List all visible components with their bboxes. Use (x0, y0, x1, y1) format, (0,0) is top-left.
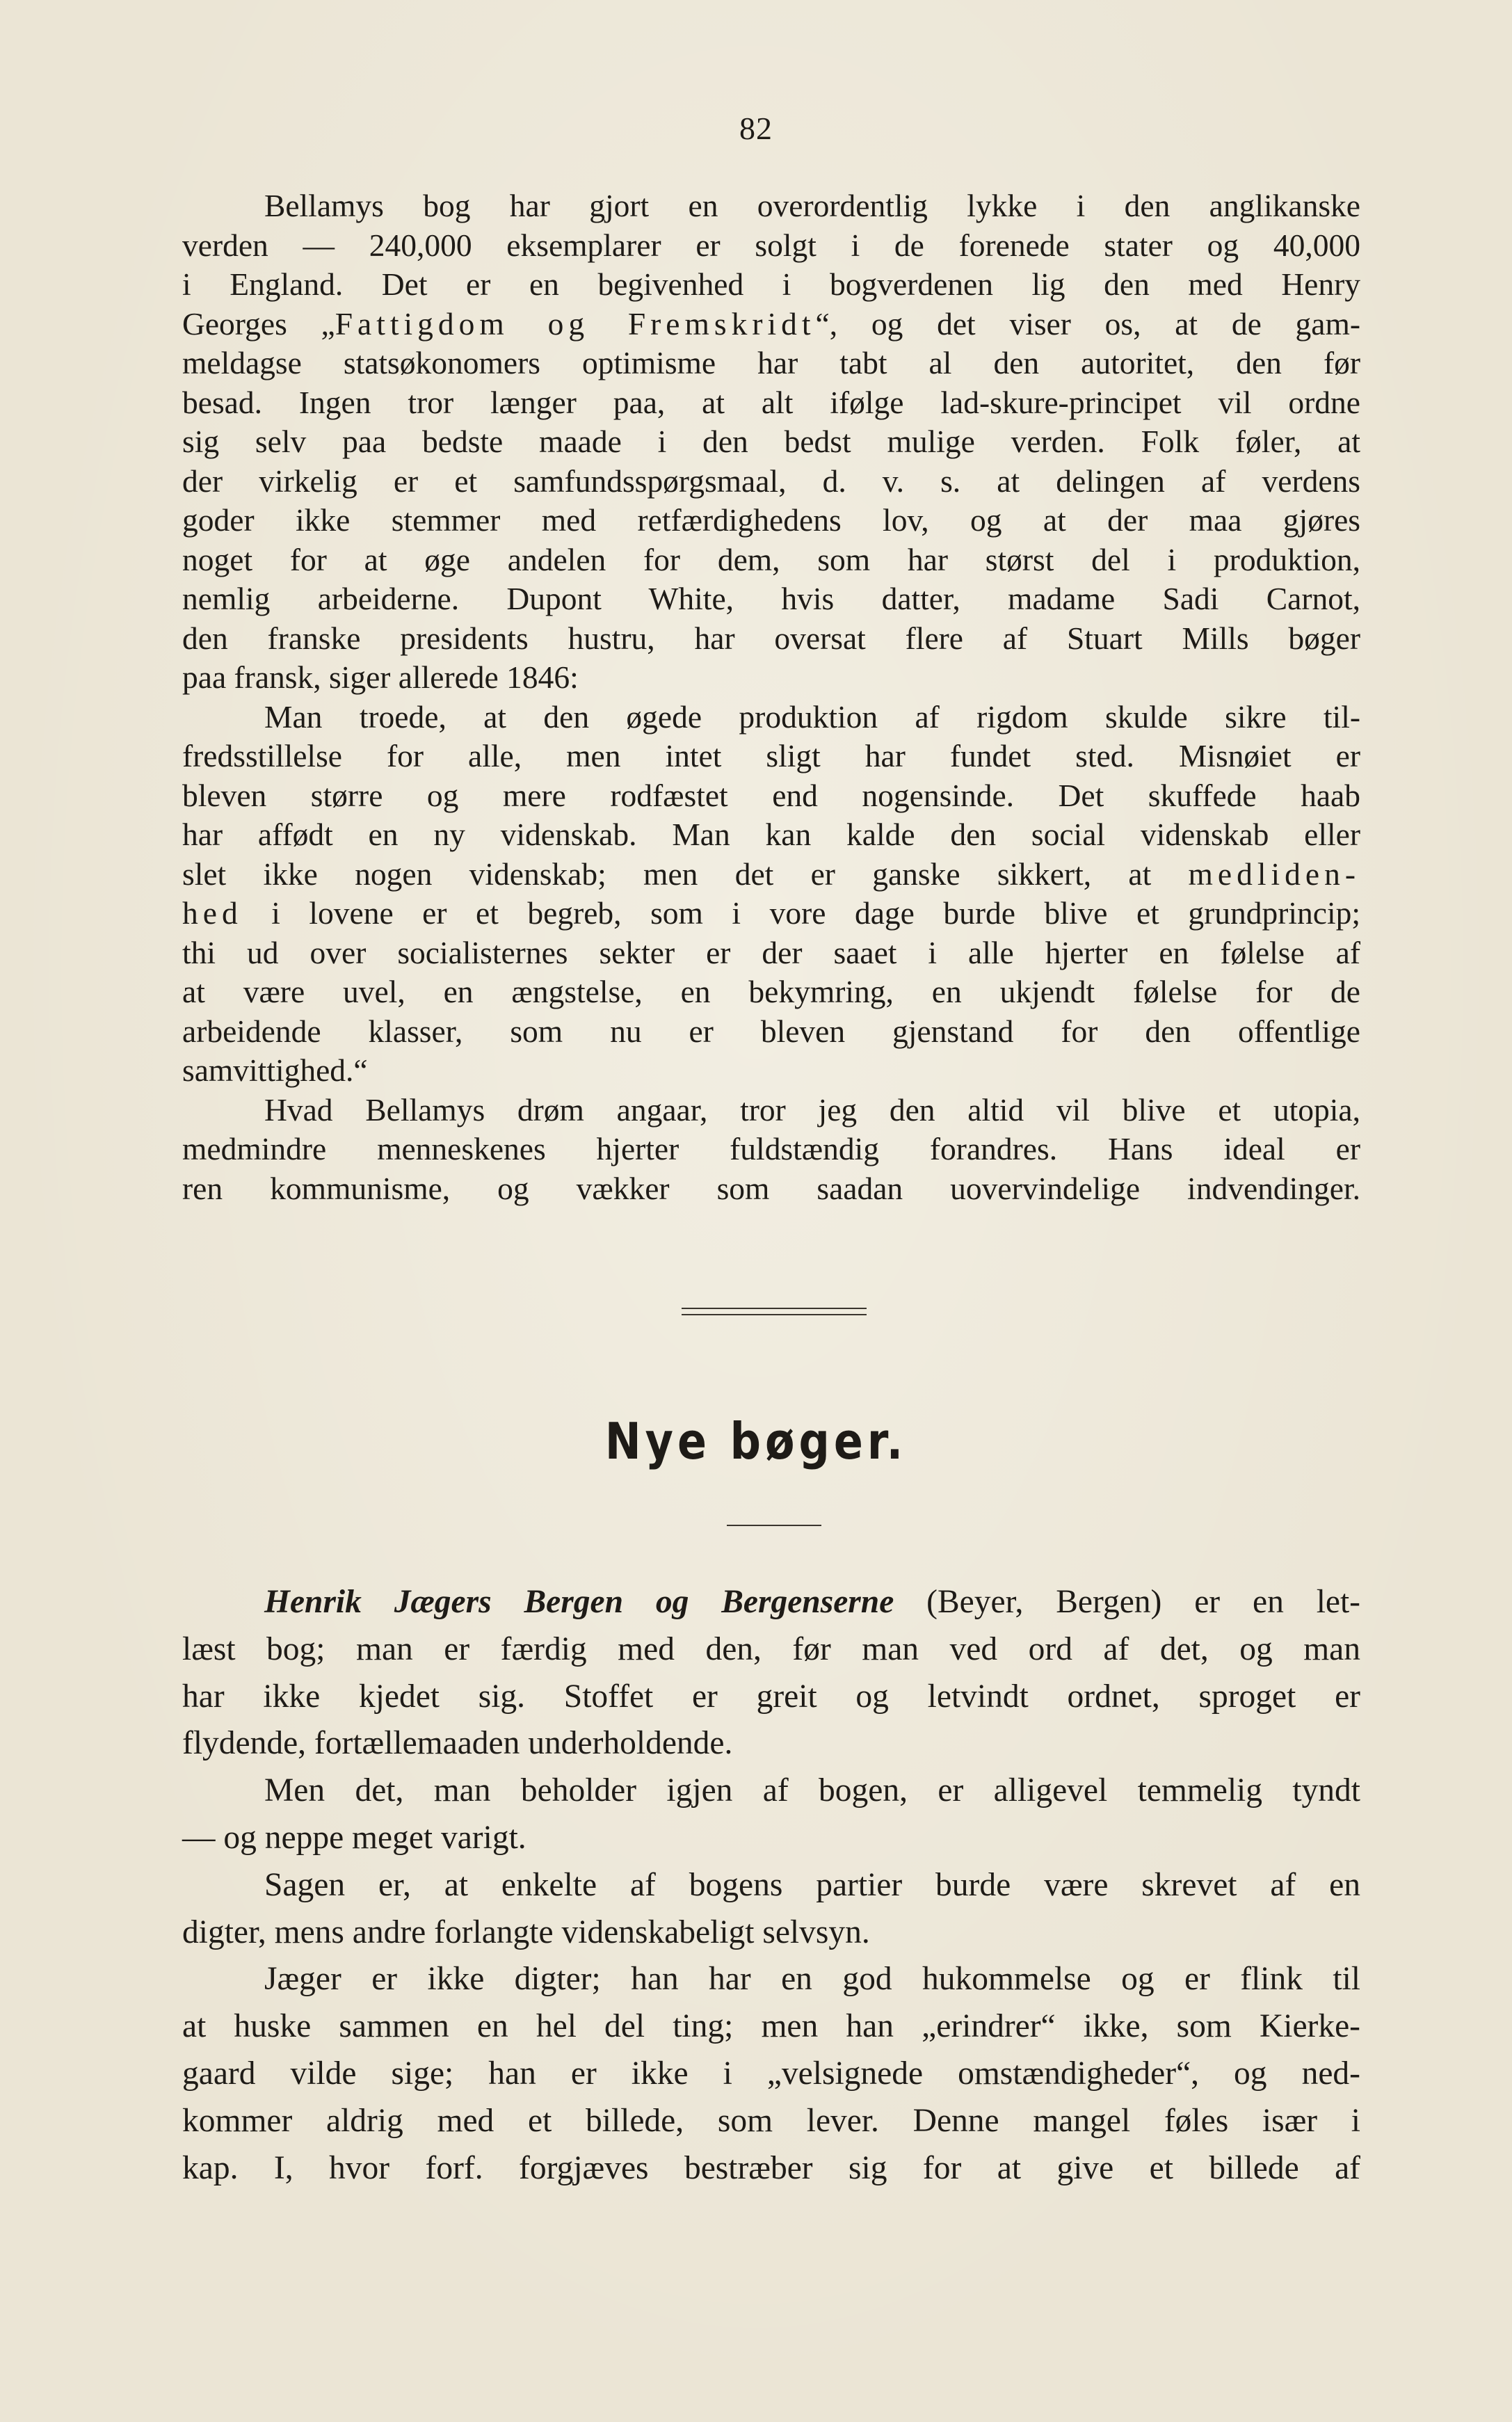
text-line: paa fransk, siger allerede 1846: (182, 659, 579, 695)
text-line: — og neppe meget varigt. (182, 1819, 526, 1856)
text-line: samvittighed.“ (182, 1052, 368, 1088)
text-line: meldagse statsøkonomers optimisme har tabt al den autoritet, den før (182, 345, 1360, 380)
text-line: flydende, fortællemaaden underholdende. (182, 1725, 733, 1762)
section-divider (682, 1308, 867, 1315)
text-line: thi ud over socialisternes sekter er der saaet i alle hjerter en følelse af (182, 934, 1360, 970)
text-line: i England. Det er en begivenhed i bogverdenen lig den med Henry (182, 266, 1360, 302)
text-line: Hvad Bellamys drøm angaar, tror jeg den altid vil blive et utopia, (264, 1091, 1360, 1128)
book-author: Henrik Jægers (264, 1584, 492, 1620)
text-line: kap. I, hvor forf. forgjæves bestræber sig for at give et billede af (182, 2149, 1360, 2186)
text-line: Georges „Fattigdom og Fremskridt“, og det viser os, at de gam- (182, 305, 1361, 342)
article-section (182, 186, 1360, 1208)
text-line: gaard vilde sige; han er ikke i „velsignede omstændigheder“, og ned- (182, 2055, 1360, 2092)
spaced-emphasis: medliden- (1188, 856, 1360, 892)
text-line: slet ikke nogen videnskab; men det er ganske sikkert, at medliden- (182, 856, 1360, 892)
text-line: Sagen er, at enkelte af bogens partier burde være skrevet af en (264, 1866, 1360, 1903)
text-line (182, 1579, 1360, 1626)
page-number: 82 (739, 111, 773, 146)
text-line: at være uvel, en ængstelse, en bekymring, en ukjendt følelse for de (182, 974, 1360, 1009)
text-line: at huske sammen en hel del ting; men han „erindrer“ ikke, som Kierke- (182, 2008, 1360, 2045)
review-section (182, 1579, 1360, 2192)
heading-rule (727, 1525, 821, 1526)
book-title: Bergen og Bergenserne (524, 1584, 894, 1620)
text-line: ren kommunisme, og vækker som saadan uovervindelige indvendinger. (182, 1170, 1360, 1206)
text-line: arbeidende klasser, som nu er bleven gjenstand for den offentlige (182, 1013, 1360, 1049)
spaced-emphasis: hed (182, 895, 243, 931)
text-line: hed i lovene er et begreb, som i vore dage burde blive et grundprincip; (182, 895, 1360, 931)
text-line: kommer aldrig med et billede, som lever. Denne mangel føles især i (182, 2102, 1360, 2139)
text-line: den franske presidents hustru, har oversat flere af Stuart Mills bøger (182, 620, 1360, 656)
text-line: Jæger er ikke digter; han har en god hukommelse og er flink til (264, 1961, 1360, 1998)
text-line: har affødt en ny videnskab. Man kan kalde den social videnskab eller (182, 817, 1360, 852)
text-line: Bellamys bog har gjort en overordentlig lykke i den anglikanske (264, 188, 1360, 223)
text-line: læst bog; man er færdig med den, før man ved ord af det, og man (182, 1630, 1360, 1667)
text-line: goder ikke stemmer med retfærdighedens lov, og at der maa gjøres (182, 502, 1360, 538)
text-line: har ikke kjedet sig. Stoffet er greit og letvindt ordnet, sproget er (182, 1678, 1360, 1715)
text-line: besad. Ingen tror længer paa, at alt ifølge lad-skure-principet vil ordne (182, 384, 1360, 420)
spaced-emphasis: Fattigdom og Fremskridt (335, 305, 816, 342)
text-line: Men det, man beholder igjen af bogen, er alligevel temmelig tyndt (264, 1772, 1360, 1809)
text-line: der virkelig er et samfundsspørgsmaal, d. v. s. at delingen af verdens (182, 463, 1360, 499)
text-line: fredsstillelse for alle, men intet sligt har fundet sted. Misnøiet er (182, 738, 1360, 773)
text-line: Man troede, at den øgede produktion af rigdom skulde sikre til- (264, 698, 1360, 735)
text-line: verden — 240,000 eksemplarer er solgt i de forenede stater og 40,000 (182, 227, 1360, 263)
text-line: medmindre menneskenes hjerter fuldstændig forandres. Hans ideal er (182, 1131, 1360, 1166)
text-line: sig selv paa bedste maade i den bedst mulige verden. Folk føler, at (182, 424, 1360, 459)
section-heading: Nye bøger. (604, 1412, 908, 1470)
text-line: bleven større og mere rodfæstet end nogensinde. Det skuffede haab (182, 777, 1360, 813)
text-line: nemlig arbeiderne. Dupont White, hvis datter, madame Sadi Carnot, (182, 581, 1360, 616)
text-line: noget for at øge andelen for dem, som har størst del i produktion, (182, 541, 1360, 577)
text-fragment: (Beyer, Bergen) er en let- (926, 1584, 1360, 1620)
text-line: digter, mens andre forlangte videnskabeligt selvsyn. (182, 1914, 870, 1950)
